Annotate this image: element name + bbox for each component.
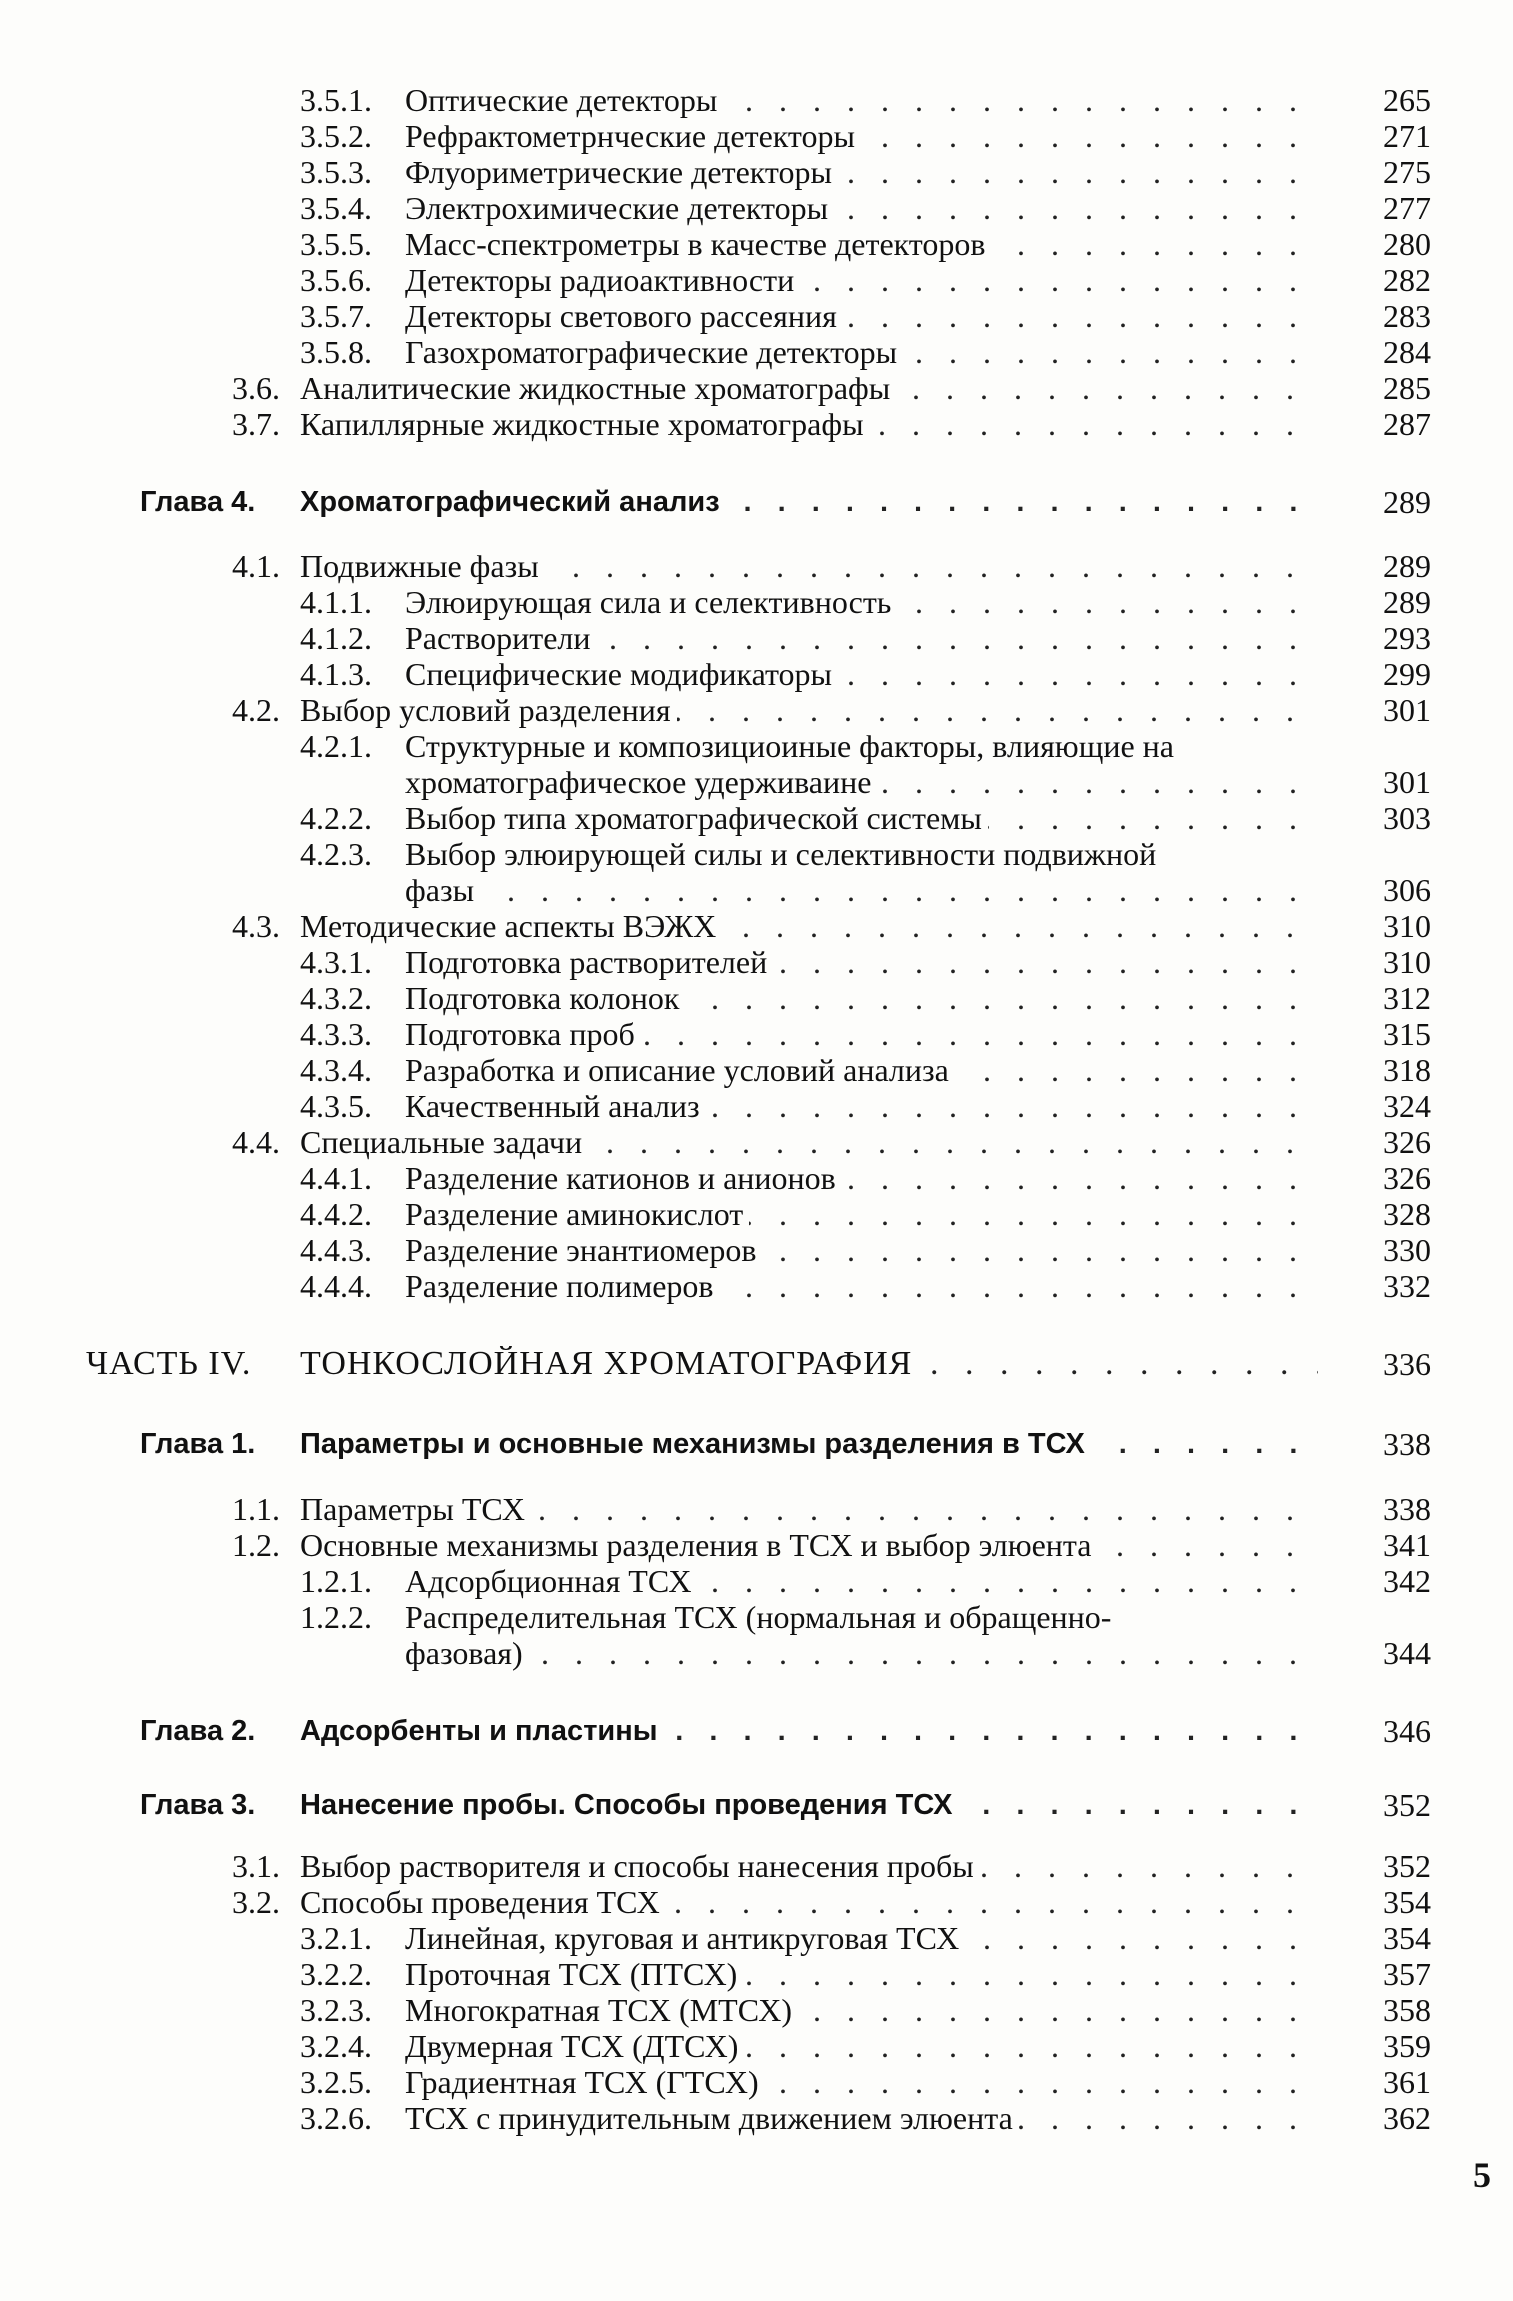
toc-entry-title: Структурные и композициоиные факторы, влияющие на [405, 728, 1431, 764]
toc-entry-page: 318 [1383, 1052, 1431, 1088]
toc-entry-number: 1.2.1. [300, 1563, 372, 1599]
toc-entry-number: 4.1. [232, 548, 280, 584]
toc-entry-number: 3.5.4. [300, 190, 372, 226]
toc-entry [0, 1599, 1513, 1635]
toc-entry-continuation [0, 764, 1513, 800]
toc-entry [0, 154, 1513, 190]
toc-entry [0, 334, 1513, 370]
toc-entry [0, 1920, 1513, 1956]
toc-entry-page: 271 [1383, 118, 1431, 154]
toc-entry-number: 4.2.2. [300, 800, 372, 836]
toc-entry-page: 285 [1383, 370, 1431, 406]
toc-entry-number: 3.5.7. [300, 298, 372, 334]
toc-entry-title-continuation: фазы . . . [405, 872, 1318, 908]
toc-entry-page: 315 [1383, 1016, 1431, 1052]
toc-entry-number: 4.3.5. [300, 1088, 372, 1124]
toc-entry [0, 584, 1513, 620]
toc-entry-page: 287 [1383, 406, 1431, 442]
toc-entry-number: 4.2. [232, 692, 280, 728]
toc-entry [0, 1956, 1513, 1992]
toc-entry-continuation [0, 872, 1513, 908]
toc-entry-title: Проточная ТСХ (ПТСХ) . . . [405, 1956, 1318, 1992]
toc-entry-title-continuation: фазовая) . . . [405, 1635, 1318, 1671]
toc-entry-number: 3.5.6. [300, 262, 372, 298]
toc-entry-title: Флуориметрические детекторы . . . [405, 154, 1318, 190]
toc-entry-number: 4.3.1. [300, 944, 372, 980]
toc-entry [0, 1016, 1513, 1052]
toc-entry-page: 332 [1383, 1268, 1431, 1304]
toc-entry-title: Адсорбенты и пластины . . . [300, 1713, 1318, 1749]
toc-entry-number: 4.1.3. [300, 656, 372, 692]
toc-entry [0, 2064, 1513, 2100]
toc-entry-number: 3.5.3. [300, 154, 372, 190]
toc-entry-number: 3.2.3. [300, 1992, 372, 2028]
toc-entry-title: Электрохимические детекторы . . . [405, 190, 1318, 226]
toc-entry [0, 262, 1513, 298]
toc-entry-continuation [0, 1635, 1513, 1671]
toc-entry [0, 1992, 1513, 2028]
toc-entry [0, 1088, 1513, 1124]
toc-entry-title: Методические аспекты ВЭЖХ . . . [300, 908, 1318, 944]
toc-entry-title: Разделение энантиомеров . . . [405, 1232, 1318, 1268]
toc-entry-number: Глава 1. [140, 1428, 256, 1460]
toc-entry-number: 3.5.2. [300, 118, 372, 154]
toc-entry-title-continuation: хроматографическое удерживаине . . . [405, 764, 1318, 800]
page-number: 5 [1473, 2155, 1491, 2195]
toc-entry-page: 289 [1383, 484, 1431, 520]
toc-entry-page: 289 [1383, 584, 1431, 620]
toc-entry-title: Адсорбционная ТСХ . . . [405, 1563, 1318, 1599]
toc-entry [0, 944, 1513, 980]
toc-entry [0, 484, 1513, 520]
toc-entry-page: 362 [1383, 2100, 1431, 2136]
toc-entry-title: Выбор типа хроматографической системы . . . [405, 800, 1318, 836]
toc-entry-number: 4.4.4. [300, 1268, 372, 1304]
toc-entry-title: Оптические детекторы . . . [405, 82, 1318, 118]
toc-entry [0, 1124, 1513, 1160]
toc-entry-number: 3.5.8. [300, 334, 372, 370]
toc-entry-number: ЧАСТЬ IV. [86, 1345, 252, 1382]
toc-entry-number: 3.5.5. [300, 226, 372, 262]
toc-entry-page: 312 [1383, 980, 1431, 1016]
toc-entry-number: 4.1.2. [300, 620, 372, 656]
toc-entry-number: 4.2.1. [300, 728, 372, 764]
toc-entry-number: 4.1.1. [300, 584, 372, 620]
toc-entry-page: 326 [1383, 1124, 1431, 1160]
toc-entry-number: 1.2. [232, 1527, 280, 1563]
toc-entry [0, 1848, 1513, 1884]
toc-entry-page: 354 [1383, 1884, 1431, 1920]
toc-entry-page: 280 [1383, 226, 1431, 262]
toc-entry-number: Глава 2. [140, 1715, 256, 1747]
toc-entry-page: 357 [1383, 1956, 1431, 1992]
toc-entry-page: 301 [1383, 692, 1431, 728]
toc-entry [0, 620, 1513, 656]
toc-entry-title: Распределительная ТСХ (нормальная и обращенно- [405, 1599, 1431, 1635]
toc-entry [0, 2028, 1513, 2064]
toc-entry-title: Градиентная ТСХ (ГТСХ) . . . [405, 2064, 1318, 2100]
toc-entry-number: 4.4.3. [300, 1232, 372, 1268]
toc-entry-number: 4.3.3. [300, 1016, 372, 1052]
toc-entry-page: 344 [1383, 1635, 1431, 1671]
toc-entry [0, 1787, 1513, 1823]
toc-entry [0, 1268, 1513, 1304]
toc-entry [0, 406, 1513, 442]
toc-entry [0, 370, 1513, 406]
toc-entry-page: 310 [1383, 944, 1431, 980]
toc-entry-number: 1.2.2. [300, 1599, 372, 1635]
toc-entry-number: 4.3. [232, 908, 280, 944]
toc-entry-title: Капиллярные жидкостные хроматографы . . . [300, 406, 1318, 442]
toc-entry [0, 980, 1513, 1016]
toc-entry-title: Элюирующая сила и селективность . . . [405, 584, 1318, 620]
toc-entry-number: 4.4.2. [300, 1196, 372, 1232]
toc-entry [0, 2100, 1513, 2136]
toc-entry-title: Основные механизмы разделения в ТСХ и выбор элюента . . . [300, 1527, 1318, 1563]
toc-entry-title: Нанесение пробы. Способы проведения ТСХ . . . [300, 1787, 1318, 1823]
toc-entry-number: 4.2.3. [300, 836, 372, 872]
toc-entry-title: Детекторы радиоактивности . . . [405, 262, 1318, 298]
toc-entry-number: 4.3.4. [300, 1052, 372, 1088]
toc-entry [0, 1563, 1513, 1599]
toc-entry [0, 226, 1513, 262]
toc-entry-title: Выбор элюирующей силы и селективности подвижной [405, 836, 1431, 872]
toc-entry-page: 284 [1383, 334, 1431, 370]
toc-entry-title: Способы проведения ТСХ . . . [300, 1884, 1318, 1920]
toc-entry-page: 293 [1383, 620, 1431, 656]
toc-entry-number: 3.2.5. [300, 2064, 372, 2100]
toc-entry-title: Качественный анализ . . . [405, 1088, 1318, 1124]
toc-entry-title: Подготовка проб . . . [405, 1016, 1318, 1052]
toc-entry-title: Выбор растворителя и способы нанесения пробы . . . [300, 1848, 1318, 1884]
toc-entry-page: 324 [1383, 1088, 1431, 1124]
toc-entry-title: Специфические модификаторы . . . [405, 656, 1318, 692]
toc-entry-title: Многократная ТСХ (МТСХ) . . . [405, 1992, 1318, 2028]
toc-entry-page: 326 [1383, 1160, 1431, 1196]
toc-entry-page: 275 [1383, 154, 1431, 190]
toc-entry-page: 301 [1383, 764, 1431, 800]
toc-entry-title: Разделение аминокислот . . . [405, 1196, 1318, 1232]
toc-entry-page: 283 [1383, 298, 1431, 334]
toc-entry-title: Детекторы светового рассеяния . . . [405, 298, 1318, 334]
toc-entry-title: Подвижные фазы . . . [300, 548, 1318, 584]
toc-entry [0, 1196, 1513, 1232]
toc-entry-page: 354 [1383, 1920, 1431, 1956]
toc-entry-page: 306 [1383, 872, 1431, 908]
toc-entry-number: 4.3.2. [300, 980, 372, 1016]
toc-entry-page: 328 [1383, 1196, 1431, 1232]
toc-entry [0, 548, 1513, 584]
toc-entry [0, 1426, 1513, 1462]
toc-entry-title: Параметры ТСХ . . . [300, 1491, 1318, 1527]
toc-entry-title: Хроматографический анализ . . . [300, 484, 1318, 520]
toc-entry-title: Подготовка колонок . . . [405, 980, 1318, 1016]
toc-entry [0, 1160, 1513, 1196]
toc-entry-number: 3.7. [232, 406, 280, 442]
toc-entry-page: 342 [1383, 1563, 1431, 1599]
toc-entry [0, 1713, 1513, 1749]
toc-entry-title: Газохроматографические детекторы . . . [405, 334, 1318, 370]
toc-entry [0, 836, 1513, 872]
toc-entry-title: Масс-спектрометры в качестве детекторов . . . [405, 226, 1318, 262]
toc-entry-number: Глава 3. [140, 1789, 256, 1821]
toc-entry-number: 3.6. [232, 370, 280, 406]
toc-entry-page: 336 [1383, 1346, 1431, 1382]
toc-entry [0, 908, 1513, 944]
toc-entry [0, 1346, 1513, 1382]
toc-entry [0, 190, 1513, 226]
toc-entry [0, 800, 1513, 836]
toc-entry-title: Линейная, круговая и антикруговая ТСХ . . . [405, 1920, 1318, 1956]
toc-entry [0, 1491, 1513, 1527]
toc-entry-page: 359 [1383, 2028, 1431, 2064]
toc-entry [0, 82, 1513, 118]
toc-entry-number: 3.2.2. [300, 1956, 372, 1992]
toc-entry-title: Параметры и основные механизмы разделения в ТСХ . . . [300, 1426, 1318, 1462]
toc-entry [0, 1884, 1513, 1920]
toc-entry-page: 361 [1383, 2064, 1431, 2100]
toc-entry-page: 277 [1383, 190, 1431, 226]
toc-entry-page: 330 [1383, 1232, 1431, 1268]
toc-entry-page: 289 [1383, 548, 1431, 584]
toc-entry [0, 656, 1513, 692]
toc-entry-title: Специальные задачи . . . [300, 1124, 1318, 1160]
toc-entry-page: 346 [1383, 1713, 1431, 1749]
toc-entry-number: 3.1. [232, 1848, 280, 1884]
toc-entry-number: 3.2.6. [300, 2100, 372, 2136]
toc-entry-number: 1.1. [232, 1491, 280, 1527]
toc-entry-title: Разработка и описание условий анализа . . . [405, 1052, 1318, 1088]
toc-entry-page: 303 [1383, 800, 1431, 836]
toc-entry-page: 265 [1383, 82, 1431, 118]
toc-entry [0, 728, 1513, 764]
toc-entry-title: Подготовка растворителей . . . [405, 944, 1318, 980]
toc-entry-page: 310 [1383, 908, 1431, 944]
toc-entry-number: 3.2.4. [300, 2028, 372, 2064]
toc-entry-page: 338 [1383, 1491, 1431, 1527]
toc-entry [0, 1052, 1513, 1088]
toc-entry-page: 282 [1383, 262, 1431, 298]
toc-entry-title: Рефрактометрнческие детекторы . . . [405, 118, 1318, 154]
toc-entry-title: Аналитические жидкостные хроматографы . . . [300, 370, 1318, 406]
toc-entry-title: ТСХ с принудительным движением элюента . . . [405, 2100, 1318, 2136]
toc-entry-page: 358 [1383, 1992, 1431, 2028]
toc-entry-title: ТОНКОСЛОЙНАЯ ХРОМАТОГРАФИЯ . . . [300, 1346, 1318, 1382]
toc-entry-number: Глава 4. [140, 486, 256, 518]
toc-entry-title: Растворители . . . [405, 620, 1318, 656]
toc-entry [0, 1232, 1513, 1268]
toc-entry-page: 338 [1383, 1426, 1431, 1462]
toc-entry-number: 4.4. [232, 1124, 280, 1160]
toc-entry-page: 299 [1383, 656, 1431, 692]
toc-entry-title: Разделение катионов и анионов . . . [405, 1160, 1318, 1196]
toc-entry [0, 118, 1513, 154]
toc-entry-title: Выбор условий разделения . . . [300, 692, 1318, 728]
toc-entry-title: Разделение полимеров . . . [405, 1268, 1318, 1304]
toc-entry-page: 352 [1383, 1848, 1431, 1884]
toc-entry [0, 1527, 1513, 1563]
toc-entry-page: 341 [1383, 1527, 1431, 1563]
toc-entry-number: 3.2.1. [300, 1920, 372, 1956]
toc-entry-title: Двумерная ТСХ (ДТСХ) . . . [405, 2028, 1318, 2064]
toc-entry [0, 692, 1513, 728]
toc-entry-number: 3.2. [232, 1884, 280, 1920]
toc-entry-number: 4.4.1. [300, 1160, 372, 1196]
toc-entry-page: 352 [1383, 1787, 1431, 1823]
toc-entry-number: 3.5.1. [300, 82, 372, 118]
toc-entry [0, 298, 1513, 334]
